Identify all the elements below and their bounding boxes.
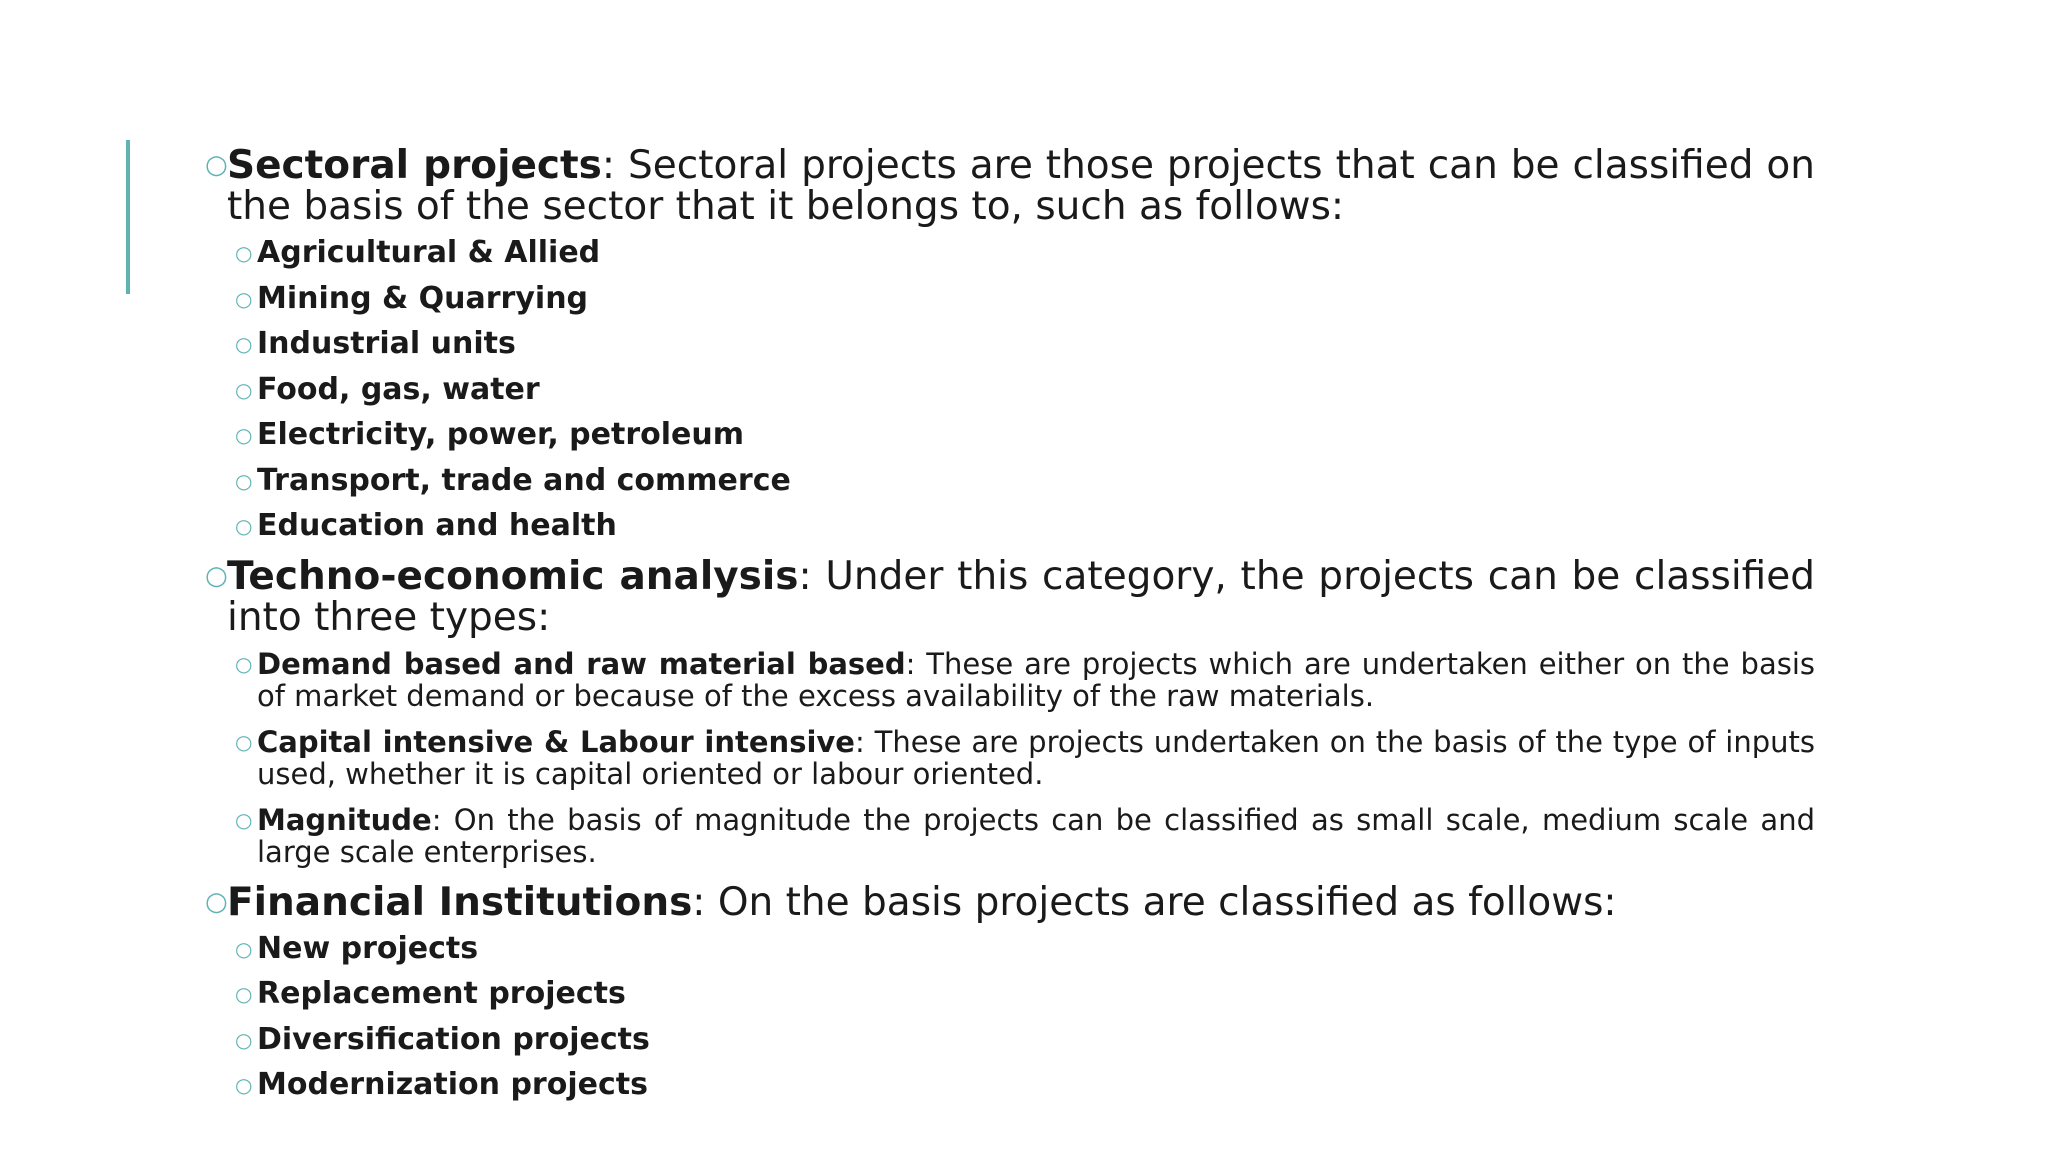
list-item: ○ Replacement projects xyxy=(235,976,626,1011)
circle-bullet-icon: ○ xyxy=(235,1027,253,1052)
list-item: ○ New projects xyxy=(235,930,479,966)
list-item: ○ Modernization projects xyxy=(235,1067,648,1102)
term-label: Sectoral projects xyxy=(227,143,602,188)
body-text: : Sectoral projects are those projects that can be classified on the basis of the sector that it belongs to, such as follows: xyxy=(227,143,1815,229)
list-item: ○ Transport, trade and commerce xyxy=(235,462,791,498)
circle-bullet-icon: ○ xyxy=(235,241,253,265)
circle-bullet-icon: ○ xyxy=(235,423,253,447)
accent-bar xyxy=(126,140,130,294)
circle-bullet-icon: ○ xyxy=(235,377,253,402)
bullet-sectoral-projects xyxy=(205,145,1815,227)
list-item: ○ Food, gas, water xyxy=(235,371,540,407)
circle-bullet-icon: ○ xyxy=(235,332,253,356)
circle-bullet-icon: ○ xyxy=(235,468,253,493)
bullet-techno-economic xyxy=(205,553,1815,640)
list-item: ○ Diversification projects xyxy=(235,1021,650,1057)
circle-bullet-icon: ○ xyxy=(235,1073,253,1097)
list-item: ○ Magnitude: On the basis of magnitude the projects can be classified as small scale, medium scale and large scale enterprises. xyxy=(235,802,1815,869)
list-item: ○ Mining & Quarrying xyxy=(235,280,589,316)
term-label: Financial Institutions xyxy=(227,879,693,925)
list-item: ○ Capital intensive & Labour intensive: These are projects undertaken on the basis of the type of inputs used, whether it is capital oriented or labour oriented. xyxy=(235,724,1815,791)
circle-bullet-icon: ○ xyxy=(235,286,253,311)
circle-bullet-icon: ○ xyxy=(235,982,253,1006)
circle-bullet-icon: ○ xyxy=(205,150,228,180)
body-text: : On the basis projects are classified as follows: xyxy=(692,879,1617,925)
bullet-financial-institutions xyxy=(205,879,1815,925)
term-label: Techno-economic analysis xyxy=(227,553,799,599)
body-text: : Under this category, the projects can be classified into three types: xyxy=(227,553,1815,640)
sectoral-list xyxy=(205,237,1815,542)
circle-bullet-icon: ○ xyxy=(235,651,253,676)
financial-list xyxy=(205,930,1815,1102)
list-item: ○ Agricultural & Allied xyxy=(235,235,601,270)
list-item: ○ Education and health xyxy=(235,508,617,543)
circle-bullet-icon: ○ xyxy=(205,886,228,917)
circle-bullet-icon: ○ xyxy=(235,807,253,832)
circle-bullet-icon: ○ xyxy=(235,936,253,961)
list-item: ○ Industrial units xyxy=(235,326,516,361)
slide-content xyxy=(205,145,1815,1115)
circle-bullet-icon: ○ xyxy=(235,729,253,754)
list-item: ○ Demand based and raw material based: These are projects which are undertaken either on the basis of market demand or because of the excess availability of the raw materials. xyxy=(235,646,1816,713)
techno-economic-list xyxy=(205,648,1815,868)
list-item: ○ Electricity, power, petroleum xyxy=(235,417,744,452)
circle-bullet-icon: ○ xyxy=(205,560,228,591)
circle-bullet-icon: ○ xyxy=(235,514,253,538)
